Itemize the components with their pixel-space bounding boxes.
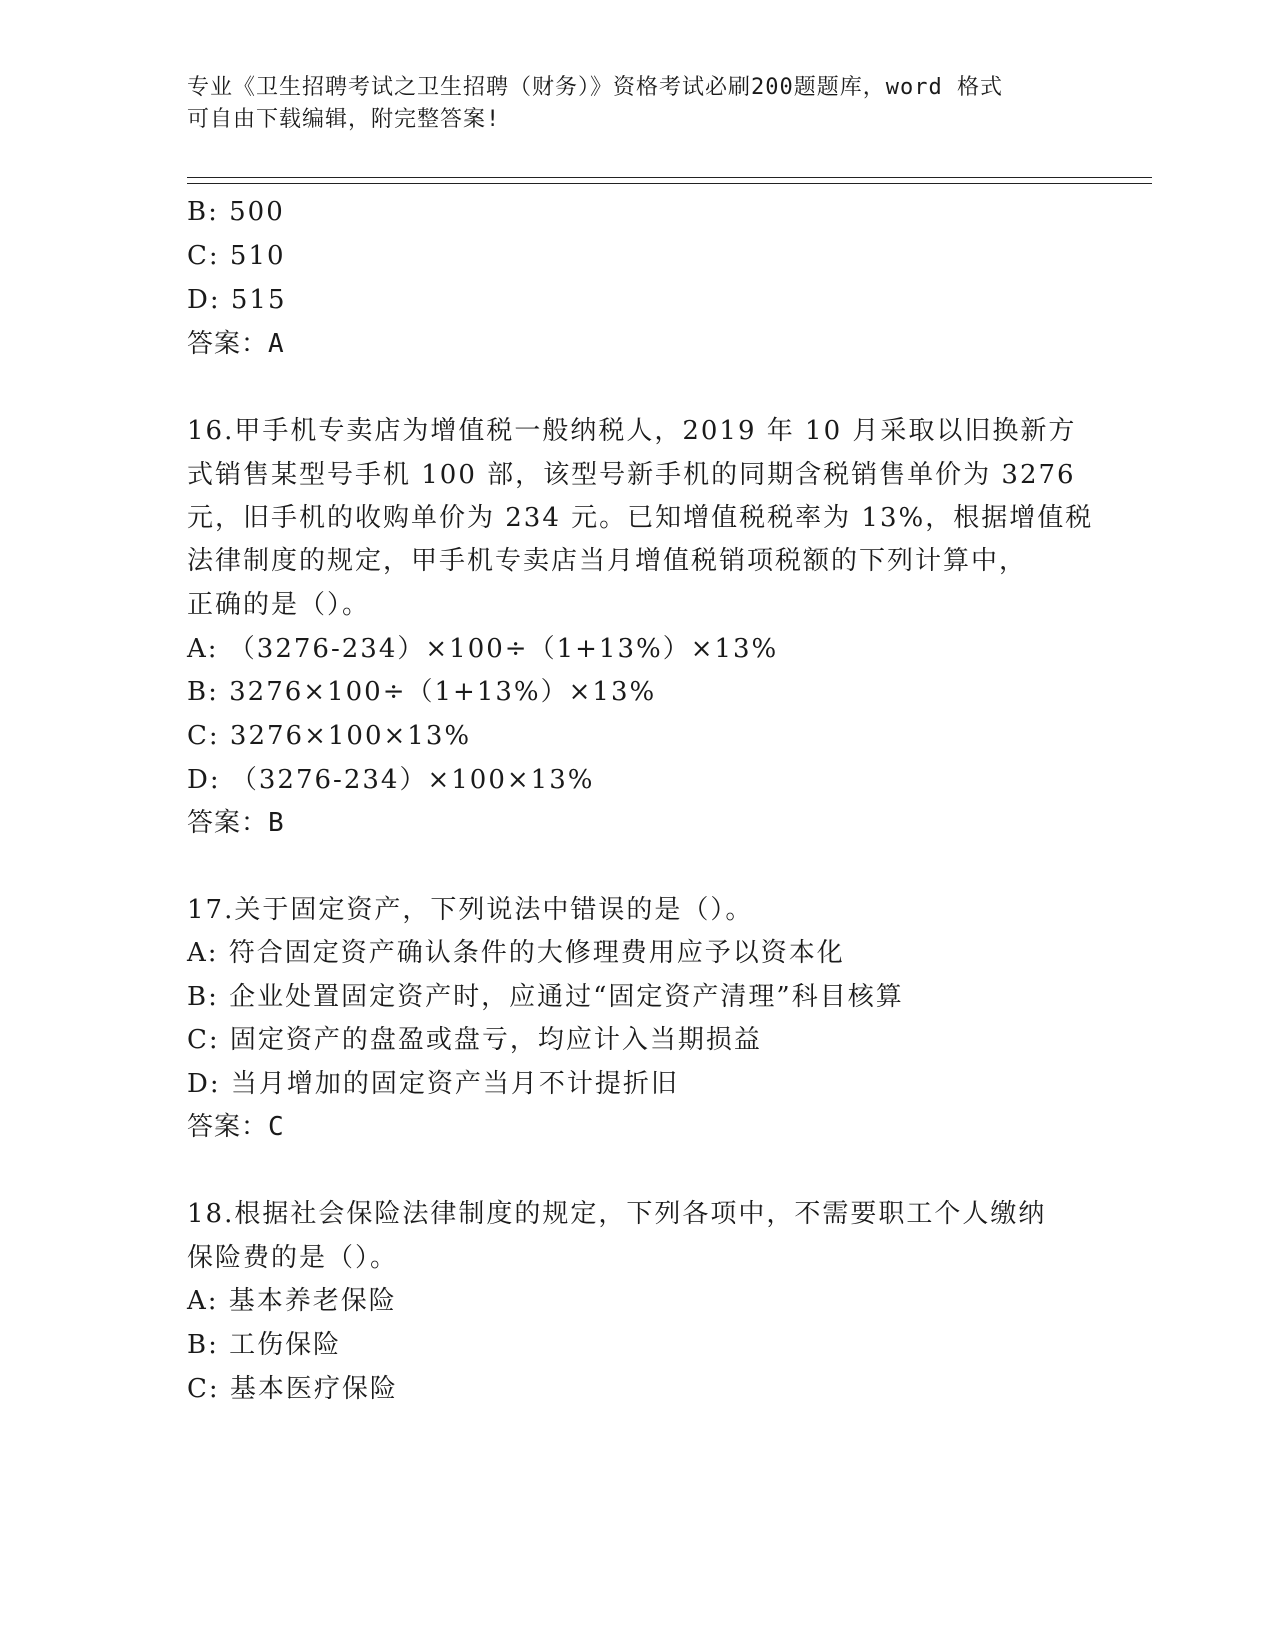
q18-option-b: B: 工伤保险 bbox=[187, 1330, 342, 1360]
q18-option-c: C: 基本医疗保险 bbox=[187, 1374, 398, 1404]
q15-answer: 答案：A bbox=[187, 329, 285, 359]
q18-option-a: A: 基本养老保险 bbox=[187, 1286, 397, 1316]
q17-option-a: A: 符合固定资产确认条件的大修理费用应予以资本化 bbox=[187, 938, 845, 968]
header-divider-top bbox=[187, 177, 1152, 178]
q17-option-c: C: 固定资产的盘盈或盘亏，均应计入当期损益 bbox=[187, 1025, 762, 1055]
q16-stem-line-1: 16.甲手机专卖店为增值税一般纳税人，2019 年 10 月采取以旧换新方 bbox=[187, 416, 1077, 446]
q16-stem-line-2: 式销售某型号手机 100 部，该型号新手机的同期含税销售单价为 3276 bbox=[187, 460, 1076, 490]
q18-stem-line-2: 保险费的是（）。 bbox=[187, 1243, 399, 1273]
header-line-2: 可自由下载编辑，附完整答案! bbox=[187, 107, 501, 132]
q15-option-c: C: 510 bbox=[187, 241, 286, 271]
q16-option-c: C: 3276×100×13% bbox=[187, 721, 472, 751]
q15-option-d: D: 515 bbox=[187, 285, 287, 315]
q17-stem: 17.关于固定资产，下列说法中错误的是（）。 bbox=[187, 895, 754, 925]
q16-option-a: A: （3276-234）×100÷（1+13%）×13% bbox=[187, 634, 779, 664]
q18-stem-line-1: 18.根据社会保险法律制度的规定，下列各项中，不需要职工个人缴纳 bbox=[187, 1199, 1047, 1229]
q16-stem-line-5: 正确的是（）。 bbox=[187, 590, 371, 620]
q16-answer: 答案：B bbox=[187, 808, 285, 838]
q16-option-b: B: 3276×100÷（1+13%）×13% bbox=[187, 677, 657, 707]
q15-option-b: B: 500 bbox=[187, 197, 285, 227]
q17-answer: 答案：C bbox=[187, 1112, 285, 1142]
q17-option-b: B: 企业处置固定资产时，应通过“固定资产清理”科目核算 bbox=[187, 982, 904, 1012]
header-divider-bottom bbox=[187, 183, 1152, 184]
document-header bbox=[187, 72, 1067, 136]
q16-option-d: D: （3276-234）×100×13% bbox=[187, 765, 595, 795]
q16-stem-line-4: 法律制度的规定，甲手机专卖店当月增值税销项税额的下列计算中， bbox=[187, 546, 1028, 576]
q16-stem-line-3: 元，旧手机的收购单价为 234 元。已知增值税税率为 13%，根据增值税 bbox=[187, 503, 1094, 533]
header-line-1: 专业《卫生招聘考试之卫生招聘（财务）》资格考试必刷200题题库，word 格式 bbox=[187, 75, 1003, 100]
q17-option-d: D: 当月增加的固定资产当月不计提折旧 bbox=[187, 1069, 679, 1099]
